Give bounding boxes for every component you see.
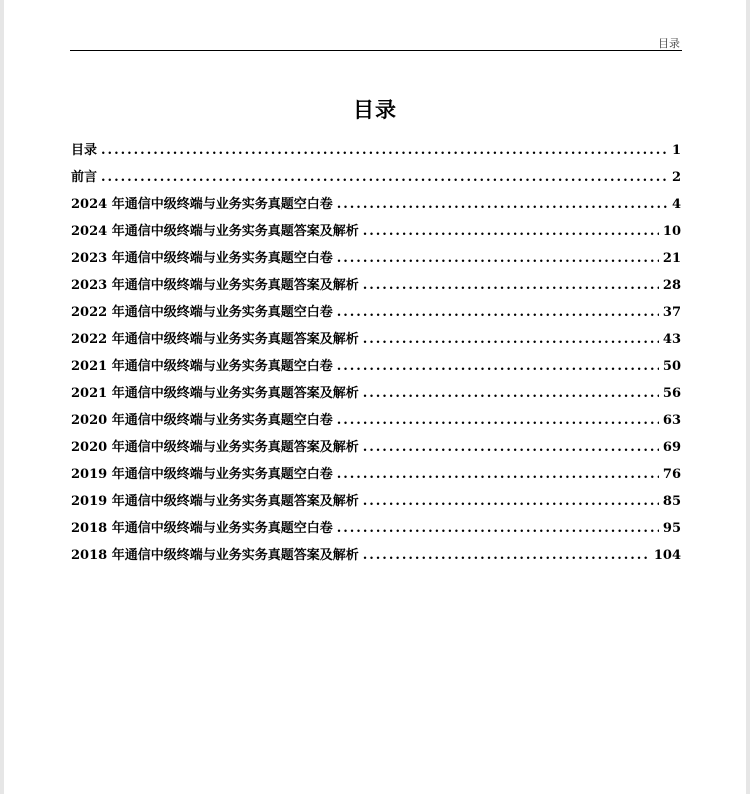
toc-entry-page-number: 56 xyxy=(662,386,681,401)
toc-entry-title: 2023 年通信中级终端与业务实务真题空白卷 xyxy=(71,251,333,266)
toc-entry[interactable] xyxy=(71,515,681,542)
toc-entry[interactable] xyxy=(71,380,681,407)
toc-entry[interactable] xyxy=(71,434,681,461)
toc-entry-page-number: 2 xyxy=(671,170,681,185)
toc-entry[interactable] xyxy=(71,488,681,515)
toc-entry-page-number: 37 xyxy=(662,305,681,320)
toc-entry[interactable] xyxy=(71,353,681,380)
toc-entry[interactable] xyxy=(71,299,681,326)
toc-entry-page-number: 63 xyxy=(662,413,681,428)
toc-entry[interactable] xyxy=(71,164,681,191)
toc-leader-dots xyxy=(337,515,659,542)
toc-leader-dots xyxy=(337,245,659,272)
toc-entry[interactable] xyxy=(71,191,681,218)
toc-entry-title: 2022 年通信中级终端与业务实务真题答案及解析 xyxy=(71,332,359,347)
toc-title: 目录 xyxy=(353,97,397,122)
toc-entry-title: 2021 年通信中级终端与业务实务真题答案及解析 xyxy=(71,386,359,401)
header-rule xyxy=(70,50,682,51)
toc-entry-title: 2019 年通信中级终端与业务实务真题空白卷 xyxy=(71,467,333,482)
toc-leader-dots xyxy=(337,461,659,488)
toc-leader-dots xyxy=(363,326,659,353)
toc-leader-dots xyxy=(337,407,659,434)
toc-leader-dots xyxy=(101,137,668,164)
toc-entry-page-number: 76 xyxy=(662,467,681,482)
toc-entry[interactable] xyxy=(71,461,681,488)
toc-entry[interactable] xyxy=(71,245,681,272)
toc-entry-title: 2021 年通信中级终端与业务实务真题空白卷 xyxy=(71,359,333,374)
toc-leader-dots xyxy=(337,353,659,380)
toc-entry[interactable] xyxy=(71,272,681,299)
toc-entry-page-number: 10 xyxy=(662,224,681,239)
toc-entry-title: 2018 年通信中级终端与业务实务真题答案及解析 xyxy=(71,548,359,563)
toc-entry-title: 2019 年通信中级终端与业务实务真题答案及解析 xyxy=(71,494,359,509)
toc-leader-dots xyxy=(337,191,668,218)
toc-entry-title: 2020 年通信中级终端与业务实务真题空白卷 xyxy=(71,413,333,428)
toc-entry-page-number: 1 xyxy=(671,143,681,158)
toc-leader-dots xyxy=(337,299,659,326)
toc-entry-title: 2018 年通信中级终端与业务实务真题空白卷 xyxy=(71,521,333,536)
toc-list xyxy=(71,137,681,569)
toc-leader-dots xyxy=(363,272,659,299)
toc-entry-title: 2024 年通信中级终端与业务实务真题答案及解析 xyxy=(71,224,359,239)
toc-leader-dots xyxy=(363,434,659,461)
toc-entry-title: 2020 年通信中级终端与业务实务真题答案及解析 xyxy=(71,440,359,455)
toc-leader-dots xyxy=(101,164,668,191)
toc-entry-page-number: 95 xyxy=(662,521,681,536)
toc-entry[interactable] xyxy=(71,137,681,164)
toc-entry-page-number: 85 xyxy=(662,494,681,509)
toc-entry-page-number: 43 xyxy=(662,332,681,347)
toc-leader-dots xyxy=(363,488,659,515)
toc-entry-title: 2023 年通信中级终端与业务实务真题答案及解析 xyxy=(71,278,359,293)
toc-entry-page-number: 21 xyxy=(662,251,681,266)
toc-entry-title: 目录 xyxy=(71,143,98,158)
toc-leader-dots xyxy=(363,380,659,407)
toc-entry-page-number: 69 xyxy=(662,440,681,455)
toc-entry-page-number: 50 xyxy=(662,359,681,374)
running-header: 目录 xyxy=(658,37,680,50)
toc-entry-page-number: 4 xyxy=(671,197,681,212)
toc-entry[interactable] xyxy=(71,542,681,569)
toc-entry[interactable] xyxy=(71,326,681,353)
toc-entry[interactable] xyxy=(71,218,681,245)
toc-entry-page-number: 104 xyxy=(653,548,681,563)
toc-leader-dots xyxy=(363,218,659,245)
toc-leader-dots xyxy=(363,542,650,569)
toc-entry[interactable] xyxy=(71,407,681,434)
toc-entry-page-number: 28 xyxy=(662,278,681,293)
toc-entry-title: 2024 年通信中级终端与业务实务真题空白卷 xyxy=(71,197,333,212)
document-page xyxy=(4,0,746,794)
toc-entry-title: 2022 年通信中级终端与业务实务真题空白卷 xyxy=(71,305,333,320)
toc-entry-title: 前言 xyxy=(71,170,98,185)
